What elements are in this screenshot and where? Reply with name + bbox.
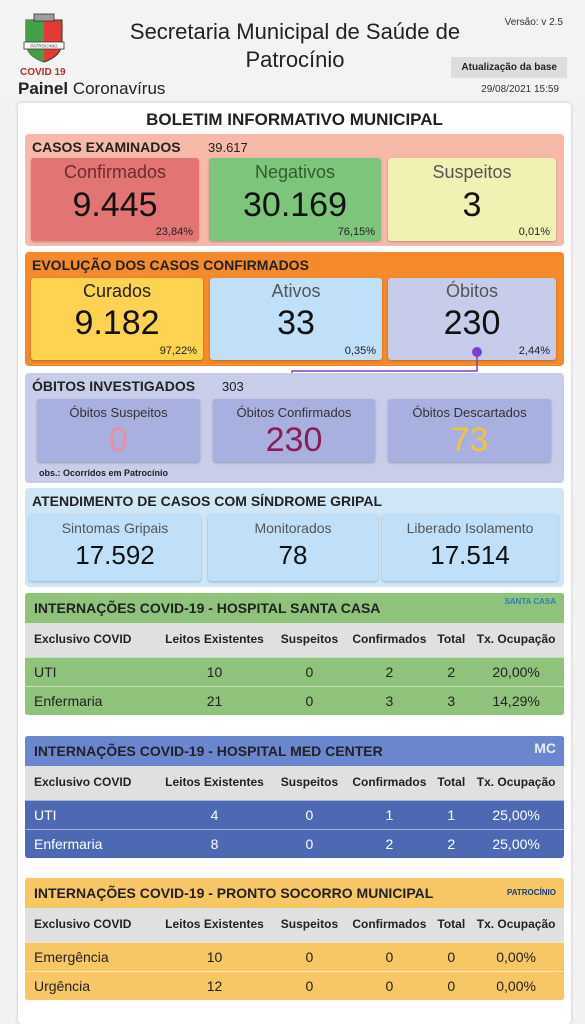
card-value: 9.445	[72, 186, 158, 224]
bulletin-board	[18, 103, 571, 1024]
section-total: 303	[222, 379, 244, 394]
card-value: 230	[443, 304, 501, 342]
obitos-confirmados-card[interactable]	[213, 399, 375, 462]
card-value: 30.169	[243, 186, 347, 224]
column-header: Exclusivo COVID	[25, 766, 154, 800]
table-row	[25, 686, 564, 715]
hospital-med-center-table	[25, 736, 564, 858]
card-label: Óbitos Suspeitos	[69, 405, 168, 420]
update-base-button[interactable]: Atualização da base	[451, 57, 567, 78]
column-header: Suspeitos	[275, 623, 345, 657]
obitos-suspeitos-card[interactable]	[37, 399, 200, 462]
card-label: Monitorados	[254, 520, 332, 536]
card-percent: 97,22%	[159, 345, 197, 357]
column-header: Confirmados	[344, 908, 434, 942]
table-cell: 8	[154, 829, 274, 858]
card-value: 0	[109, 421, 128, 459]
section-title: ATENDIMENTO DE CASOS COM SÍNDROME GRIPAL	[32, 493, 383, 509]
card-percent: 0,35%	[344, 345, 376, 357]
card-value: 78	[278, 540, 308, 570]
table-cell: 0	[275, 657, 345, 686]
table-cell: 3	[434, 686, 468, 715]
card-label: Sintomas Gripais	[61, 520, 169, 536]
card-label: Óbitos Confirmados	[236, 405, 352, 420]
card-label: Negativos	[254, 162, 336, 182]
column-header: Confirmados	[344, 623, 434, 657]
confirmados-card[interactable]	[31, 158, 199, 241]
table-cell: 2	[344, 829, 434, 858]
card-label: Suspeitos	[432, 162, 512, 182]
table-cell: 14,29%	[468, 686, 564, 715]
med-center-logo: MC	[534, 740, 556, 756]
painel-label: Painel Coronavírus	[18, 79, 166, 98]
table-cell: 0	[275, 942, 345, 971]
table-cell: 3	[344, 686, 434, 715]
table-cell: 1	[344, 800, 434, 829]
table-cell: 2	[434, 829, 468, 858]
card-value: 230	[265, 421, 323, 459]
card-percent: 23,84%	[155, 226, 193, 238]
card-value: 3	[462, 186, 482, 224]
update-date: 29/08/2021 15:59	[481, 84, 559, 95]
card-percent: 0,01%	[518, 226, 550, 238]
table-cell: 2	[344, 657, 434, 686]
table-row	[25, 800, 564, 829]
table-cell: 12	[154, 971, 274, 1000]
header	[0, 0, 585, 100]
card-percent: 76,15%	[337, 226, 375, 238]
section-total: 39.617	[208, 140, 248, 155]
card-label: Óbitos	[445, 281, 499, 301]
curados-card[interactable]	[31, 278, 203, 360]
card-value: 17.514	[430, 540, 510, 570]
table-header-row	[25, 766, 564, 800]
table-cell: 1	[434, 800, 468, 829]
card-label: Óbitos Descartados	[412, 405, 527, 420]
card-value: 9.182	[74, 304, 160, 342]
obitos-descartados-card[interactable]	[388, 399, 551, 462]
column-header: Exclusivo COVID	[25, 908, 154, 942]
table-cell: 20,00%	[468, 657, 564, 686]
hospital-title: INTERNAÇÕES COVID-19 - PRONTO SOCORRO MUNICIPAL PATROCÍNIO	[25, 878, 564, 908]
table-cell: 2	[434, 657, 468, 686]
table-cell: 0,00%	[468, 971, 564, 1000]
sintomas-gripais-card[interactable]	[29, 514, 201, 581]
card-percent: 2,44%	[518, 345, 550, 357]
column-header: Tx. Ocupação	[468, 623, 564, 657]
hospital-santa-casa-table	[25, 593, 564, 715]
negativos-card[interactable]	[209, 158, 381, 241]
hospital-title: INTERNAÇÕES COVID-19 - HOSPITAL SANTA CASA SANTA CASA	[25, 593, 564, 623]
column-header: Confirmados	[344, 766, 434, 800]
section-title: ÓBITOS INVESTIGADOS	[32, 378, 196, 394]
column-header: Total	[434, 623, 468, 657]
pronto-socorro-table	[25, 878, 564, 1000]
suspeitos-card[interactable]	[388, 158, 556, 241]
covid-label: COVID 19	[20, 67, 66, 78]
hospital-table	[25, 908, 564, 1000]
obitos-note: obs.: Ocorridos em Patrocínio	[39, 468, 169, 478]
table-cell: 0	[275, 686, 345, 715]
table-cell: 4	[154, 800, 274, 829]
table-cell: 0	[275, 829, 345, 858]
table-cell: Emergência	[25, 942, 154, 971]
table-cell: 0	[275, 800, 345, 829]
column-header: Total	[434, 908, 468, 942]
casos-examinados-section	[25, 134, 564, 246]
column-header: Leitos Existentes	[154, 908, 274, 942]
card-value: 17.592	[75, 540, 155, 570]
version-label: Versão: v 2.5	[504, 17, 563, 28]
table-cell: 0	[344, 942, 434, 971]
section-title: EVOLUÇÃO DOS CASOS CONFIRMADOS	[32, 257, 309, 273]
column-header: Suspeitos	[275, 908, 345, 942]
column-header: Suspeitos	[275, 766, 345, 800]
logo-text: PATROCINIO	[30, 43, 58, 49]
coat-of-arms-logo	[20, 12, 68, 64]
table-cell: 25,00%	[468, 800, 564, 829]
column-header: Total	[434, 766, 468, 800]
table-cell: Urgência	[25, 971, 154, 1000]
monitorados-card[interactable]	[208, 514, 378, 581]
table-cell: 0	[344, 971, 434, 1000]
sindrome-gripal-section	[25, 488, 564, 587]
card-value: 73	[450, 421, 489, 459]
card-label: Liberado Isolamento	[406, 520, 534, 536]
section-title: CASOS EXAMINADOS	[32, 139, 181, 155]
santa-casa-logo: SANTA CASA	[504, 597, 556, 606]
table-row	[25, 971, 564, 1000]
card-value: 33	[277, 304, 315, 342]
table-cell: 0	[275, 971, 345, 1000]
table-cell: 25,00%	[468, 829, 564, 858]
patrocinio-logo: PATROCÍNIO	[506, 888, 556, 897]
table-cell: 10	[154, 657, 274, 686]
column-header: Exclusivo COVID	[25, 623, 154, 657]
table-cell: UTI	[25, 657, 154, 686]
column-header: Leitos Existentes	[154, 766, 274, 800]
table-row	[25, 942, 564, 971]
column-header: Tx. Ocupação	[468, 908, 564, 942]
table-header-row	[25, 623, 564, 657]
liberado-isolamento-card[interactable]	[382, 514, 558, 581]
table-cell: Enfermaria	[25, 829, 154, 858]
card-label: Ativos	[271, 281, 321, 301]
hospital-table	[25, 623, 564, 715]
column-header: Tx. Ocupação	[468, 766, 564, 800]
table-header-row	[25, 908, 564, 942]
table-row	[25, 829, 564, 858]
table-cell: 0	[434, 942, 468, 971]
column-header: Leitos Existentes	[154, 623, 274, 657]
table-cell: UTI	[25, 800, 154, 829]
table-cell: Enfermaria	[25, 686, 154, 715]
table-cell: 10	[154, 942, 274, 971]
card-label: Confirmados	[63, 162, 167, 182]
table-cell: 0	[434, 971, 468, 1000]
page-title: Secretaria Municipal de Saúde de Patrocínio	[129, 19, 461, 72]
hospital-table	[25, 766, 564, 858]
card-label: Curados	[82, 281, 152, 301]
table-row	[25, 657, 564, 686]
obitos-investigados-section	[25, 373, 564, 483]
hospital-title: INTERNAÇÕES COVID-19 - HOSPITAL MED CENTER MC	[25, 736, 564, 766]
table-cell: 21	[154, 686, 274, 715]
table-cell: 0,00%	[468, 942, 564, 971]
board-title: BOLETIM INFORMATIVO MUNICIPAL	[146, 110, 443, 129]
